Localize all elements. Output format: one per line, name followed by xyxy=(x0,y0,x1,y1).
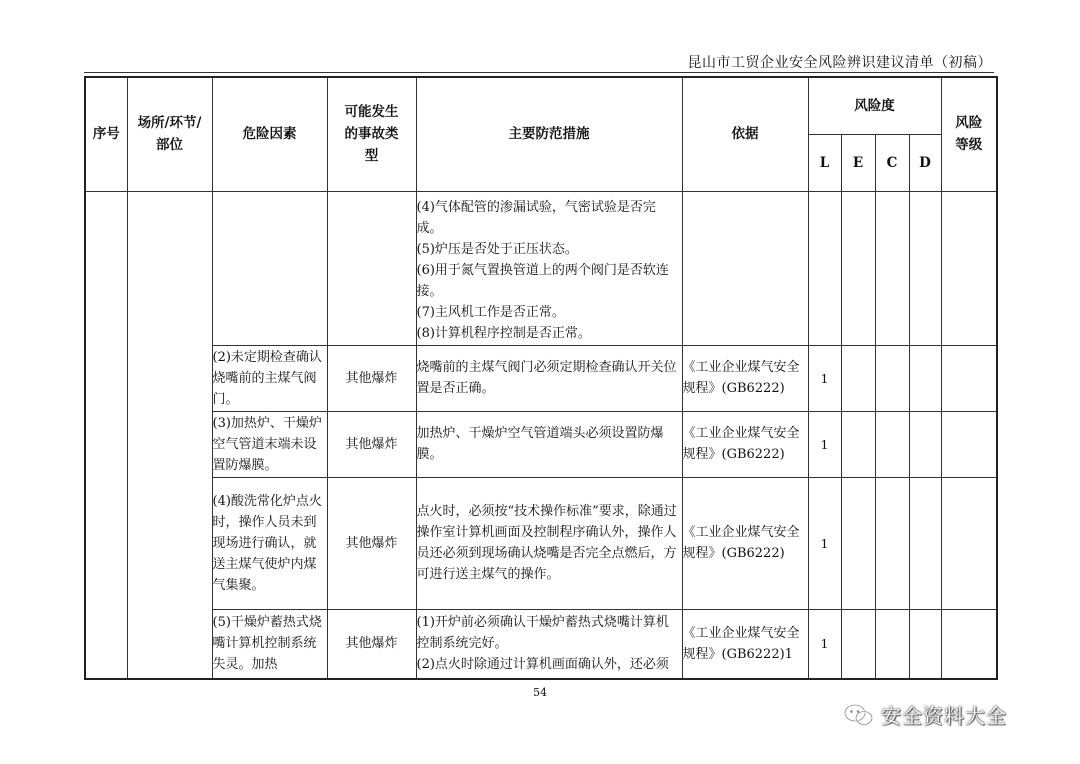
accident-cell: 其他爆炸 xyxy=(327,345,416,411)
hazard-cell: (3)加热炉、干燥炉空气管道末端未设置防爆膜。 xyxy=(212,411,327,477)
L-cell: 1 xyxy=(808,477,841,609)
table-row xyxy=(85,477,997,609)
E-cell xyxy=(841,609,875,679)
header-basis: 依据 xyxy=(682,77,808,191)
risk-level-cell xyxy=(941,477,997,609)
L-cell: 1 xyxy=(808,345,841,411)
header-E: E xyxy=(841,134,875,191)
measure-line: 烧嘴前的主煤气阀门必须定期检查确认开关位置是否正确。 xyxy=(416,360,677,396)
table-row xyxy=(85,191,997,345)
hazard-cell xyxy=(212,191,327,345)
D-cell xyxy=(909,609,941,679)
header-hazard: 危险因素 xyxy=(212,77,327,191)
measure-line: (6)用于氮气置换管道上的两个阀门是否软连接。 xyxy=(416,262,669,299)
basis-cell: 《工业企业煤气安全规程》(GB6222) xyxy=(682,345,808,411)
risk-level-cell xyxy=(941,191,997,345)
D-cell xyxy=(909,411,941,477)
risk-table xyxy=(84,76,998,680)
location-cell xyxy=(127,191,212,679)
header-risk-degree: 风险度 xyxy=(808,77,941,134)
L-cell: 1 xyxy=(808,411,841,477)
hazard-cell: (4)酸洗常化炉点火时，操作人员未到现场进行确认，就送主煤气使炉内煤气集聚。 xyxy=(212,477,327,609)
accident-cell xyxy=(327,191,416,345)
measures-cell xyxy=(416,609,682,679)
C-cell xyxy=(875,477,909,609)
L-cell xyxy=(808,191,841,345)
table-row xyxy=(85,411,997,477)
E-cell xyxy=(841,411,875,477)
E-cell xyxy=(841,477,875,609)
basis-cell xyxy=(682,191,808,345)
measure-line: (2)点火时除通过计算机画面确认外，还必须 xyxy=(416,657,669,673)
E-cell xyxy=(841,191,875,345)
measure-line: (1)开炉前必须确认干燥炉蓄热式烧嘴计算机控制系统完好。 xyxy=(416,615,669,652)
D-cell xyxy=(909,477,941,609)
basis-cell: 《工业企业煤气安全规程》(GB6222)1 xyxy=(682,609,808,679)
C-cell xyxy=(875,411,909,477)
measures-cell xyxy=(416,345,682,411)
measure-line: 点火时，必须按“技术操作标准”要求，除通过操作室计算机画面及控制程序确认外，操作人员还必须到现场确认烧嘴是否完全点燃后，方可进行送主煤气的操作。 xyxy=(416,504,677,582)
header-D: D xyxy=(909,134,941,191)
measure-line: (7)主风机工作是否正常。 xyxy=(416,304,565,320)
accident-cell: 其他爆炸 xyxy=(327,411,416,477)
C-cell xyxy=(875,191,909,345)
watermark-text: 安全资料大全 xyxy=(881,704,1007,728)
C-cell xyxy=(875,609,909,679)
watermark xyxy=(843,700,1007,729)
E-cell xyxy=(841,345,875,411)
D-cell xyxy=(909,345,941,411)
table-row xyxy=(85,609,997,679)
risk-level-cell xyxy=(941,609,997,679)
basis-cell: 《工业企业煤气安全规程》(GB6222) xyxy=(682,411,808,477)
measure-line: (4)气体配管的渗漏试验，气密试验是否完成。 xyxy=(416,199,656,236)
measures-cell xyxy=(416,191,682,345)
risk-level-cell xyxy=(941,411,997,477)
measure-line: (5)炉压是否处于正压状态。 xyxy=(416,241,578,257)
header-measures: 主要防范措施 xyxy=(416,77,682,191)
seq-cell xyxy=(85,191,127,679)
header-location: 场所/环节/部位 xyxy=(127,77,212,191)
table-row xyxy=(85,345,997,411)
basis-cell: 《工业企业煤气安全规程》(GB6222) xyxy=(682,477,808,609)
C-cell xyxy=(875,345,909,411)
header-C: C xyxy=(875,134,909,191)
measure-line: (8)计算机程序控制是否正常。 xyxy=(416,325,591,341)
header-rule xyxy=(84,72,994,73)
page-number: 54 xyxy=(533,686,547,699)
hazard-cell: (2)未定期检查确认烧嘴前的主煤气阀门。 xyxy=(212,345,327,411)
accident-cell: 其他爆炸 xyxy=(327,609,416,679)
measures-cell xyxy=(416,477,682,609)
accident-cell: 其他爆炸 xyxy=(327,477,416,609)
header-L: L xyxy=(808,134,841,191)
document-header-title: 昆山市工贸企业安全风险辨识建议清单（初稿） xyxy=(687,55,992,71)
header-risk-level: 风险等级 xyxy=(941,77,997,191)
wechat-icon xyxy=(843,703,875,727)
header-seq: 序号 xyxy=(85,77,127,191)
measure-line: 加热炉、干燥炉空气管道端头必须设置防爆膜。 xyxy=(416,426,664,462)
D-cell xyxy=(909,191,941,345)
measures-cell xyxy=(416,411,682,477)
risk-level-cell xyxy=(941,345,997,411)
hazard-cell: (5)干燥炉蓄热式烧嘴计算机控制系统失灵。加热 xyxy=(212,609,327,679)
L-cell: 1 xyxy=(808,609,841,679)
header-accident-type: 可能发生的事故类型 xyxy=(327,77,416,191)
